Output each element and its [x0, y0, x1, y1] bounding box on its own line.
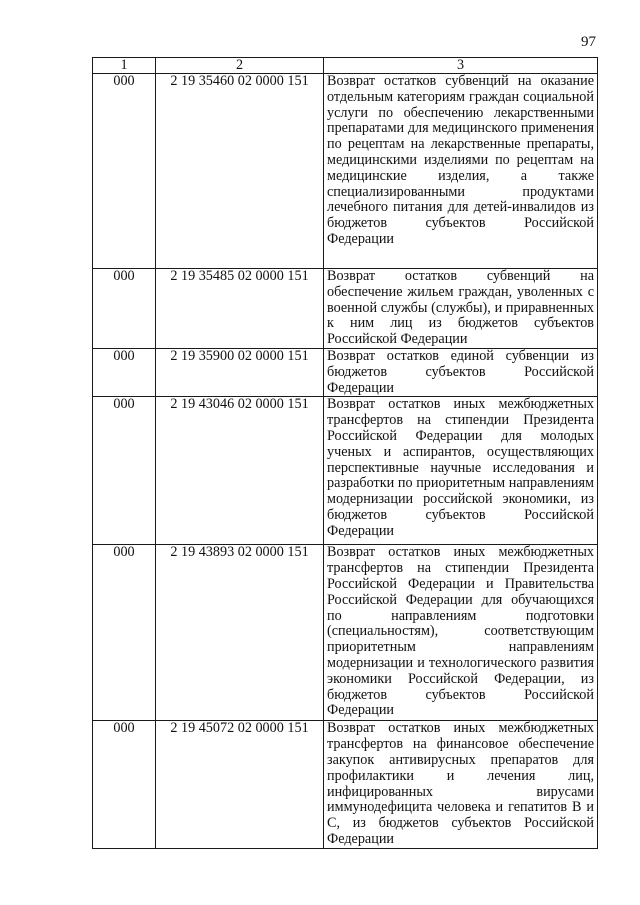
table-row: [93, 348, 598, 396]
table-row: [93, 545, 598, 721]
page-number: 97: [581, 34, 596, 50]
description-cell: Возврат остатков субвенций на обеспечение жильем граждан, уволенных с военной службы (службы), и приравненных к ним лиц из бюджетов субъектов Российской Федерации: [324, 269, 598, 349]
admin-code-cell: 000: [93, 74, 156, 269]
table-row: [93, 269, 598, 349]
table-header-row: [93, 58, 598, 74]
budget-classification-table: [92, 57, 598, 849]
description-cell: Возврат остатков иных межбюджетных трансфертов на стипендии Президента Российской Федерации для молодых ученых и аспирантов, осуществляющих перспективные научные исследования и разработки по приоритетным направлениям модернизации российской экономики, из бюджетов субъектов Российской Федерации: [324, 397, 598, 545]
admin-code-cell: 000: [93, 397, 156, 545]
budget-code-cell: 2 19 45072 02 0000 151: [156, 721, 324, 849]
budget-code-cell: 2 19 35900 02 0000 151: [156, 348, 324, 396]
column-header-2: 2: [156, 58, 324, 74]
table-row: [93, 397, 598, 545]
column-header-3: 3: [324, 58, 598, 74]
table-row: [93, 721, 598, 849]
admin-code-cell: 000: [93, 348, 156, 396]
budget-code-cell: 2 19 35460 02 0000 151: [156, 74, 324, 269]
description-cell: Возврат остатков иных межбюджетных трансфертов на финансовое обеспечение закупок антивирусных препаратов для профилактики и лечения лиц, инфицированных вирусами иммунодефицита человека и гепатитов B и C, из бюджетов субъектов Российской Федерации: [324, 721, 598, 849]
description-cell: Возврат остатков иных межбюджетных трансфертов на стипендии Президента Российской Федерации и Правительства Российской Федерации для обучающихся по направлениям подготовки (специальностям), соответствующим приоритетным направлениям модернизации и технологического развития экономики Российской Федерации, из бюджетов субъектов Российской Федерации: [324, 545, 598, 721]
admin-code-cell: 000: [93, 721, 156, 849]
budget-code-cell: 2 19 43893 02 0000 151: [156, 545, 324, 721]
admin-code-cell: 000: [93, 545, 156, 721]
column-header-1: 1: [93, 58, 156, 74]
budget-code-cell: 2 19 43046 02 0000 151: [156, 397, 324, 545]
budget-code-cell: 2 19 35485 02 0000 151: [156, 269, 324, 349]
description-cell: Возврат остатков субвенций на оказание отдельным категориям граждан социальной услуги по обеспечению лекарственными препаратами для медицинского применения по рецептам на лекарственные препараты, медицинскими изделиями по рецептам на медицинские изделия, а также специализированными продуктами лечебного питания для детей-инвалидов из бюджетов субъектов Российской Федерации: [324, 74, 598, 269]
admin-code-cell: 000: [93, 269, 156, 349]
table-row: [93, 74, 598, 269]
description-cell: Возврат остатков единой субвенции из бюджетов субъектов Российской Федерации: [324, 348, 598, 396]
